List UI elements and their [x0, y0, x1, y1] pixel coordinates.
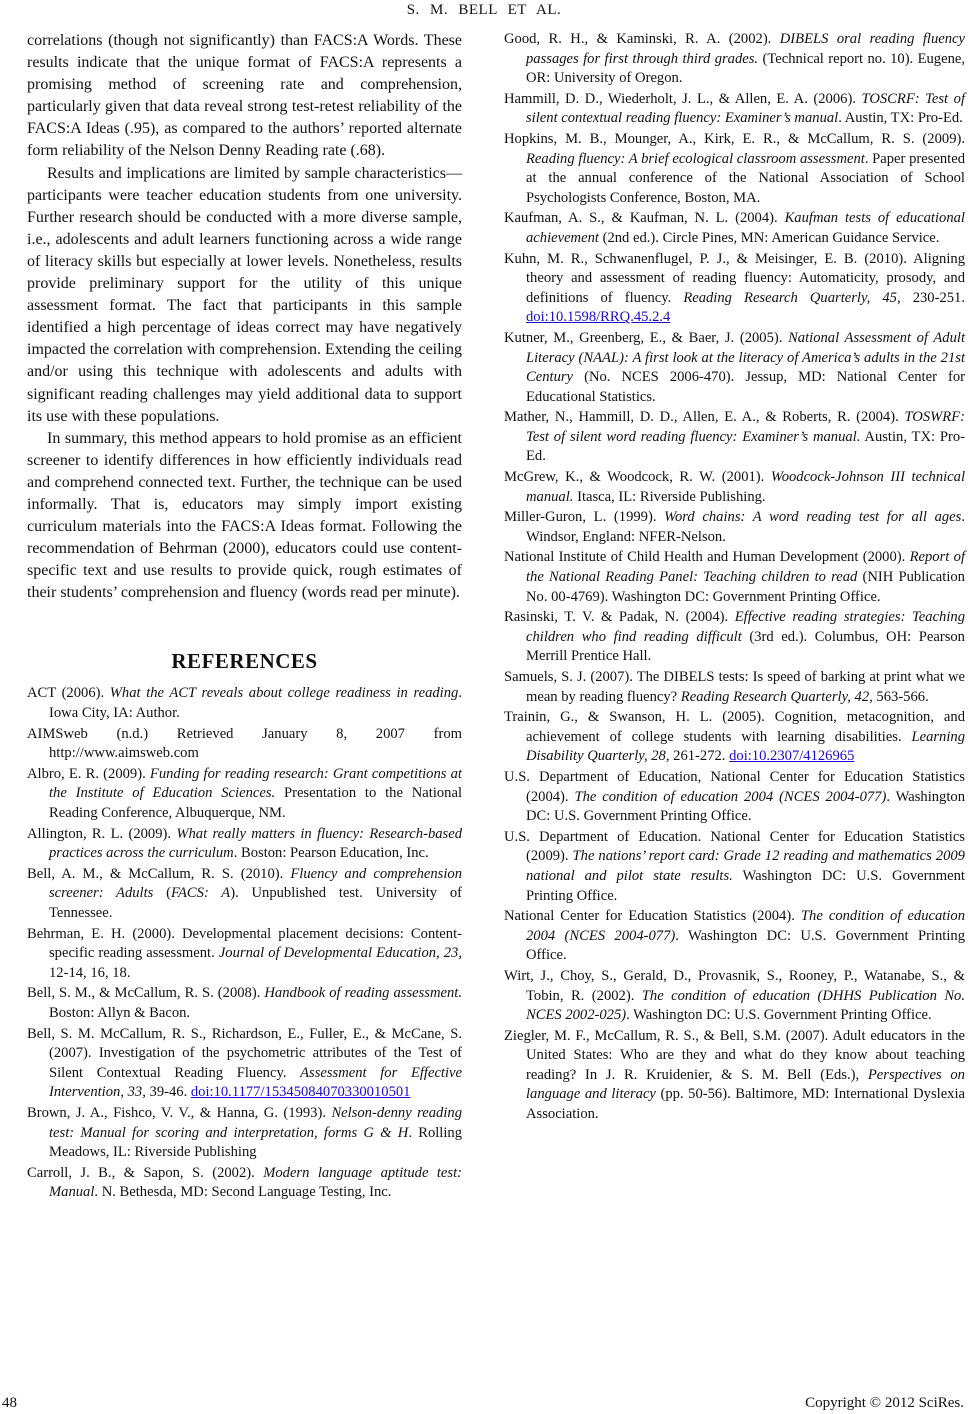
reference-title: Perspectives on language and literacy — [526, 1066, 965, 1103]
reference-entry — [504, 1027, 965, 1125]
reference-text: 12-14, 16, 18. — [49, 964, 131, 981]
reference-text: Miller-Guron, L. (1999). — [504, 509, 665, 526]
reference-entry — [504, 768, 965, 827]
reference-entry — [27, 1104, 462, 1163]
reference-entry — [504, 329, 965, 407]
reference-title: Learning Disability Quarterly, 28, — [526, 728, 965, 765]
reference-entry — [27, 765, 462, 824]
reference-text: . Washington DC: U.S. Government Printing Office. — [526, 788, 965, 825]
reference-text: . Washington DC: U.S. Government Printing Office. — [626, 1007, 932, 1024]
reference-text: Hammill, D. D., Wiederholt, J. L., & Allen, E. A. (2006). — [504, 90, 862, 107]
reference-text: Rasinski, T. V. & Padak, N. (2004). — [504, 609, 735, 626]
reference-title: Effective reading strategies: Teaching children who find reading difficult — [526, 609, 965, 645]
reference-entry — [27, 1164, 462, 1203]
reference-text: . Iowa City, IA: Author. — [49, 685, 462, 722]
reference-text: 230-251. — [900, 289, 965, 306]
references-list-left — [27, 684, 462, 1202]
reference-entry — [504, 130, 965, 208]
reference-title: Report of the National Reading Panel: Teaching children to read — [526, 549, 965, 586]
reference-text: Bell, A. M., & McCallum, R. S. (2010). — [27, 865, 291, 882]
reference-text: . Paper presented at the annual conference of the National Association of School Psychologists Conference, Boston, MA. — [526, 150, 965, 206]
reference-text: Trainin, G., & Swanson, H. L. (2005). Cognition, metacognition, and achievement of college students with learning disabilities. — [504, 709, 965, 745]
reference-text: National Center for Education Statistics (2004). — [504, 908, 801, 925]
reference-text: National Institute of Child Health and Human Development (2000). — [504, 549, 910, 566]
reference-text: 39-46. — [145, 1084, 191, 1101]
reference-text: . Austin, TX: Pro-Ed. — [838, 110, 963, 127]
reference-entry — [27, 984, 462, 1023]
running-header: S. M. BELL ET AL. — [406, 2, 562, 18]
reference-title: What really matters in fluency: Research-based practices across the curriculum — [49, 825, 462, 862]
reference-text: Good, R. H., & Kaminski, R. A. (2002). — [504, 31, 780, 47]
reference-entry — [504, 408, 965, 467]
reference-title: Assessment for Effective Intervention, 33, — [49, 1064, 462, 1101]
body-paragraph: correlations (though not significantly) than FACS:A Words. These results indicate that the unique format of FACS:A represents a promising method of screening rate and comprehension, particularly given that data reveal strong test-retest reliability of the FACS:A Ideas (.95), as compared to the authors’ reported alternate form reliability of the Nelson Denny Reading rate (.68). — [27, 32, 462, 160]
reference-entry — [504, 967, 965, 1026]
reference-text: . Boston: Pearson Education, Inc. — [233, 845, 429, 862]
reference-text: (Technical report no. 10). Eugene, OR: University of Oregon. — [526, 50, 965, 87]
reference-entry — [27, 1025, 462, 1103]
reference-text: (pp. 50-56). Baltimore, MD: International Dyslexia Association. — [526, 1086, 966, 1123]
reference-text: (No. NCES 2006-470). Jessup, MD: National Center for Educational Statistics. — [526, 369, 965, 405]
body-paragraph: Results and implications are limited by sample characteristics—participants were teacher education students from one university. Further research should be conducted with a more diverse sample, i.e., adolescents and adult learners functioning across a wide range of literacy skills but especially at lower levels. Nonetheless, results provide preliminary support for the utility of this unique assessment format. The fact that participants in this sample identified a high percentage of ideas correct may have negatively impacted the correlation with comprehension. Extending the ceiling and/or using this technique with adolescents and adults with significant reading challenges may yield additional data to support its use with these populations. — [27, 164, 462, 425]
reference-text: ( — [153, 885, 171, 902]
reference-text: Allington, R. L. (2009). — [27, 825, 177, 842]
reference-text: Hopkins, M. B., Mounger, A., Kirk, E. R., & McCallum, R. S. (2009). — [504, 130, 965, 147]
reference-entry — [504, 828, 965, 906]
reference-entry — [504, 548, 965, 607]
reference-title: Fluency and comprehension screener: Adults — [49, 865, 463, 902]
reference-title: Reading Research Quarterly, 45, — [683, 289, 901, 306]
reference-entry — [504, 708, 965, 767]
page-number: 48 — [2, 1395, 17, 1411]
reference-entry — [504, 668, 965, 707]
reference-entry — [27, 725, 462, 764]
reference-text: Boston: Allyn & Bacon. — [49, 1004, 191, 1021]
reference-title: The condition of education 2004 (NCES 2004-077) — [526, 908, 965, 944]
reference-entry — [27, 684, 462, 723]
reference-text: Kuhn, M. R., Schwanenflugel, P. J., & Meisinger, E. B. (2010). Aligning theory and assessment of reading fluency: Automaticity, prosody, and definitions of fluency. — [504, 250, 965, 306]
reference-text: Kutner, M., Greenberg, E., & Baer, J. (2005). — [504, 329, 789, 346]
reference-entry — [504, 209, 965, 248]
reference-title: Handbook of reading assessment. — [264, 985, 462, 1002]
reference-title: Reading Research Quarterly, 42, — [680, 688, 873, 705]
reference-text: . Rolling Meadows, IL: Riverside Publishing — [49, 1124, 462, 1161]
reference-text: Wirt, J., Choy, S., Gerald, D., Provasnik, S., Rooney, P., Watanabe, S., & Tobin, R. (2002). — [504, 967, 965, 1004]
reference-entry — [504, 250, 965, 328]
reference-title: Woodcock-Johnson III technical manual. — [526, 469, 965, 505]
body-paragraph: In summary, this method appears to hold promise as an efficient screener to identify differences in how efficiently individuals read and comprehend connected text. Further, the technique can be used informally. That is, educators may simply import existing curriculum materials into the FACS:A Ideas format. Following the recommendation of Behrman (2000), educators could use content-specific text and use results to provide quick, rough estimates of their students’ comprehension and fluency (words read per minute). — [27, 429, 462, 602]
reference-title: TOSWRF: Test of silent word reading fluency: Examiner’s manual. — [526, 409, 965, 445]
reference-text: (2nd ed.). Circle Pines, MN: American Guidance Service. — [598, 229, 940, 246]
reference-title: Journal of Developmental Education, 23, — [218, 945, 462, 962]
reference-text: Itasca, IL: Riverside Publishing. — [573, 488, 766, 505]
reference-title: DIBELS oral reading fluency passages for first through third grades. — [526, 31, 965, 67]
reference-entry — [27, 925, 462, 984]
reference-text: . Windsor, England: NFER-Nelson. — [526, 509, 965, 545]
reference-text: 261-272. — [669, 748, 730, 765]
reference-title: Reading fluency: A brief ecological classroom assessment — [526, 150, 865, 167]
reference-text: . Washington DC: U.S. Government Printing Office. — [526, 927, 965, 964]
doi-link[interactable]: doi:10.1177/15345084070330010501 — [190, 1084, 411, 1101]
reference-text: U.S. Department of Education. National Center for Education Statistics (2009). — [504, 828, 965, 865]
reference-title: Funding for reading research: Grant competitions at the Institute of Education Sciences. — [49, 765, 462, 802]
reference-text: Bell, S. M. McCallum, R. S., Richardson, E., Fuller, E., & McCane, S. (2007). Investigation of the psychometric attributes of the Test of Silent Contextual Reading Fluency. — [27, 1025, 462, 1081]
copyright-notice: Copyright © 2012 SciRes. — [805, 1395, 964, 1411]
reference-title: The nations’ report card: Grade 12 reading and mathematics 2009 national and pilot state results. — [526, 848, 965, 884]
reference-text: McGrew, K., & Woodcock, R. W. (2001). — [504, 469, 771, 486]
reference-title: The condition of education 2004 (NCES 2004-077) — [574, 788, 887, 805]
reference-text: Washington DC: U.S. Government Printing Office. — [526, 867, 965, 904]
reference-text: Samuels, S. J. (2007). The DIBELS tests: Is speed of barking at print what we mean by reading fluency? — [504, 669, 965, 705]
reference-entry — [27, 825, 462, 864]
reference-title: Nelson-denny reading test: Manual for scoring and interpretation, forms G & H — [49, 1104, 462, 1141]
references-list-right — [504, 30, 965, 1125]
reference-text: AIMSweb (n.d.) Retrieved January 8, 2007 from http://www.aimsweb.com — [27, 725, 462, 762]
reference-title: Word chains: A word reading test for all ages — [664, 509, 962, 526]
reference-text: ). Unpublished test. University of Tennessee. — [49, 885, 463, 921]
references-heading: REFERENCES — [171, 649, 318, 674]
reference-text: Presentation to the National Reading Conference, Albuquerque, NM. — [49, 785, 462, 821]
reference-text: 563-566. — [872, 688, 929, 705]
reference-entry — [504, 468, 965, 507]
reference-text: Albro, E. R. (2009). — [27, 765, 150, 782]
reference-title: Kaufman tests of educational achievement — [526, 210, 965, 246]
doi-link[interactable]: doi:10.1598/RRQ.45.2.4 — [526, 309, 671, 326]
reference-title: What the ACT reveals about college readiness in reading — [109, 685, 459, 702]
reference-text: (3rd ed.). Columbus, OH: Pearson Merrill Prentice Hall. — [526, 628, 965, 665]
right-column — [504, 30, 965, 1126]
reference-title: Modern language aptitude test: Manual — [49, 1164, 462, 1201]
reference-text: Behrman, E. H. (2000). Developmental placement decisions: Content-specific reading assessment. — [27, 925, 462, 962]
reference-entry — [504, 90, 965, 129]
reference-text: Kaufman, A. S., & Kaufman, N. L. (2004). — [504, 210, 785, 227]
left-column — [27, 30, 462, 1204]
reference-title: TOSCRF: Test of silent contextual reading fluency: Examiner’s manual — [526, 90, 965, 127]
reference-text: Brown, J. A., Fishco, V. V., & Hanna, G. (1993). — [27, 1104, 332, 1121]
reference-entry — [504, 30, 965, 89]
reference-text: Bell, S. M., & McCallum, R. S. (2008). — [27, 985, 265, 1002]
reference-text: . N. Bethesda, MD: Second Language Testing, Inc. — [94, 1184, 392, 1201]
reference-text: (NIH Publication No. 00-4769). Washington DC: Government Printing Office. — [526, 569, 965, 605]
reference-text: U.S. Department of Education, National Center for Education Statistics (2004). — [504, 768, 965, 805]
reference-entry — [504, 608, 965, 667]
reference-title: The condition of education (DHHS Publication No. NCES 2002-025) — [526, 987, 965, 1024]
reference-title: FACS: A — [170, 885, 231, 902]
reference-text: Mather, N., Hammill, D. D., Allen, E. A., & Roberts, R. (2004). — [504, 409, 905, 426]
reference-text: ACT (2006). — [27, 685, 110, 702]
reference-title: National Assessment of Adult Literacy (NAAL): A first look at the literacy of America’s adults in the 21st Century — [526, 329, 966, 386]
reference-text: Carroll, J. B., & Sapon, S. (2002). — [27, 1164, 264, 1181]
doi-link[interactable]: doi:10.2307/4126965 — [729, 748, 855, 765]
reference-entry — [504, 508, 965, 547]
reference-entry — [504, 907, 965, 966]
reference-text: Ziegler, M. F., McCallum, R. S., & Bell, S.M. (2007). Adult educators in the United States: Who are they and what do they know about teaching reading? In J. R. Kruidenier, & S. M. Bell (Eds.), — [504, 1027, 965, 1083]
reference-entry — [27, 865, 462, 924]
reference-text: Austin, TX: Pro-Ed. — [526, 428, 965, 465]
